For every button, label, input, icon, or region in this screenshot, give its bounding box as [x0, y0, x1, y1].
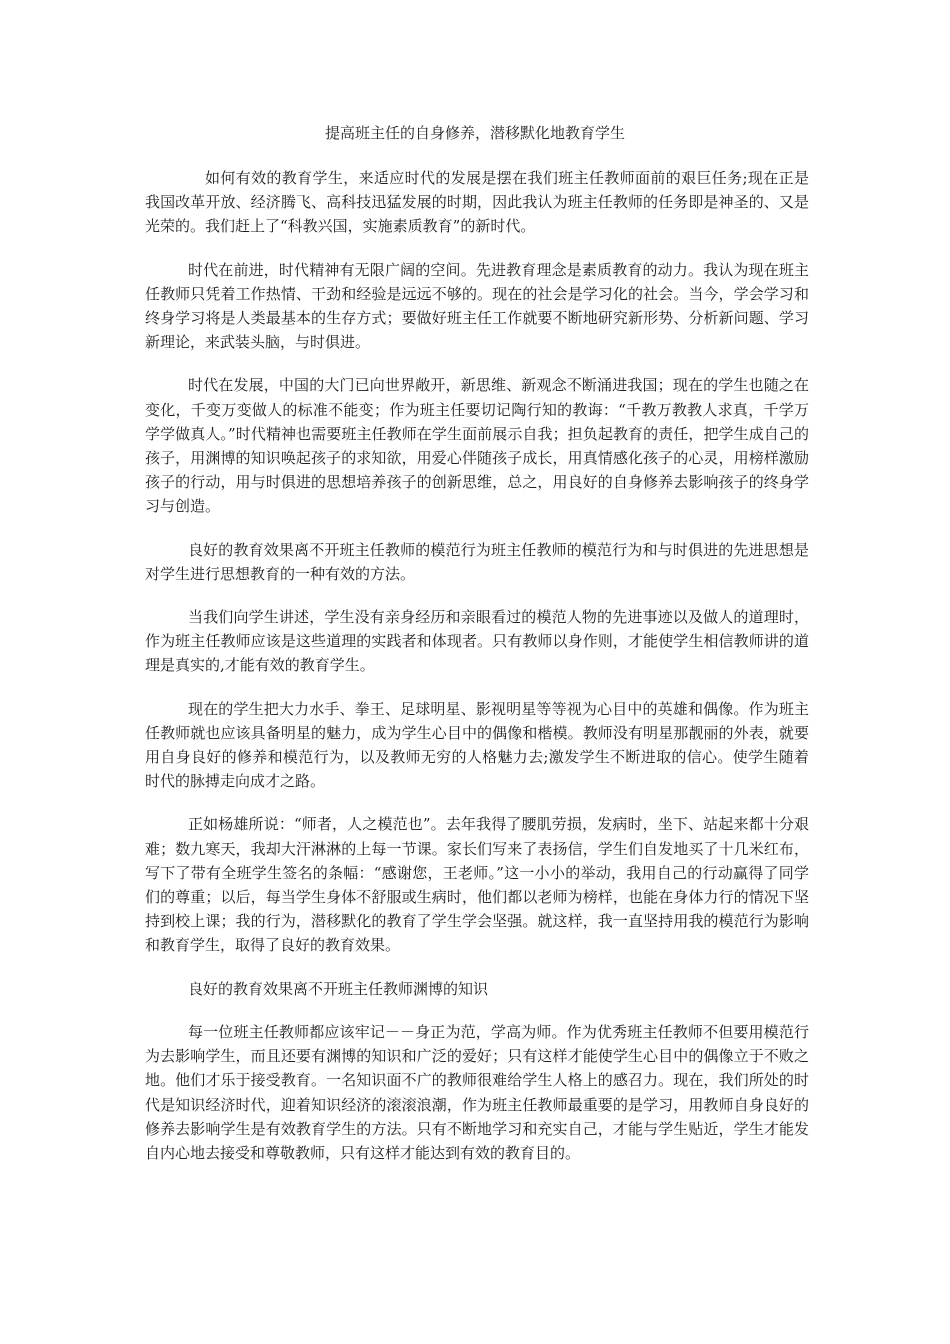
document-body — [145, 166, 809, 1184]
paragraph-8: 每一位班主任教师都应该牢记－－身正为范，学高为师。作为优秀班主任教师不但要用模范行为去影响学生，而且还要有渊博的知识和广泛的爱好；只有这样才能使学生心目中的偶像立于不败之地。他们才乐于接受教育。一名知识面不广的教师很难给学生人格上的感召力。现在，我们所处的时代是知识经济时代，迎着知识经济的滚滚浪潮，作为班主任教师最重要的是学习，用教师自身良好的修养去影响学生是有效教育学生的方法。只有不断地学习和充实自己，才能与学生贴近，学生才能发自内心地去接受和尊敬教师，只有这样才能达到有效的教育目的。 — [145, 1022, 809, 1162]
document-title: 提高班主任的自身修养，潜移默化地教育学生 — [324, 124, 625, 142]
section-heading: 良好的教育效果离不开班主任教师渊博的知识 — [188, 979, 489, 998]
paragraph-1: 如何有效的教育学生，来适应时代的发展是摆在我们班主任教师面前的艰巨任务;现在正是我国改革开放、经济腾飞、高科技迅猛发展的时期，因此我认为班主任教师的任务即是神圣的、又是光荣的。我们赶上了“科教兴国，实施素质教育”的新时代。 — [145, 169, 809, 236]
paragraph-4: 良好的教育效果离不开班主任教师的模范行为班主任教师的模范行为和与时俱进的先进思想是对学生进行思想教育的一种有效的方法。 — [145, 540, 809, 583]
paragraph-3: 时代在发展，中国的大门已向世界敞开，新思维、新观念不断涌进我国；现在的学生也随之在变化，千变万变做人的标准不能变；作为班主任要切记陶行知的教诲：“千教万教教人求真，千学万学学做真人。”时代精神也需要班主任教师在学生面前展示自我；担负起教育的责任，把学生成自己的孩子，用渊博的知识唤起孩子的求知欲，用爱心伴随孩子成长，用真情感化孩子的心灵，用榜样激励孩子的行动，用与时俱进的思想培养孩子的创新思维，总之，用良好的自身修养去影响孩子的终身学习与创造。 — [145, 376, 809, 516]
paragraph-5: 当我们向学生讲述，学生没有亲身经历和亲眼看过的模范人物的先进事迹以及做人的道理时，作为班主任教师应该是这些道理的实践者和体现者。只有教师以身作则，才能使学生相信教师讲的道理是真实的,才能有效的教育学生。 — [145, 608, 809, 675]
paragraph-6: 现在的学生把大力水手、拳王、足球明星、影视明星等等视为心目中的英雄和偶像。作为班主任教师就也应该具备明星的魅力，成为学生心目中的偶像和楷模。教师没有明星那靓丽的外表，就要用自身良好的修养和模范行为，以及教师无穷的人格魅力去;激发学生不断进取的信心。使学生随着时代的脉搏走向成才之路。 — [145, 699, 809, 791]
paragraph-2: 时代在前进，时代精神有无限广阔的空间。先进教育理念是素质教育的动力。我认为现在班主任教师只凭着工作热情、干劲和经验是远远不够的。现在的社会是学习化的社会。当今，学会学习和终身学习将是人类最基本的生存方式；要做好班主任工作就要不断地研究新形势、分析新问题、学习新理论，来武装头脑，与时俱进。 — [145, 260, 809, 352]
paragraph-7: 正如杨雄所说：“师者，人之模范也”。去年我得了腰肌劳损，发病时，坐下、站起来都十分艰难；数九寒天，我却大汗淋淋的上每一节课。家长们写来了表扬信，学生们自发地买了十几米红布，写下了带有全班学生签名的条幅：“感谢您，王老师。”这一小小的举动，我用自己的行动赢得了同学们的尊重；以后，每当学生身体不舒服或生病时，他们都以老师为榜样，也能在身体力行的情况下坚持到校上课；我的行为，潜移默化的教育了学生学会坚强。就这样，我一直坚持用我的模范行为影响和教育学生，取得了良好的教育效果。 — [145, 815, 809, 955]
